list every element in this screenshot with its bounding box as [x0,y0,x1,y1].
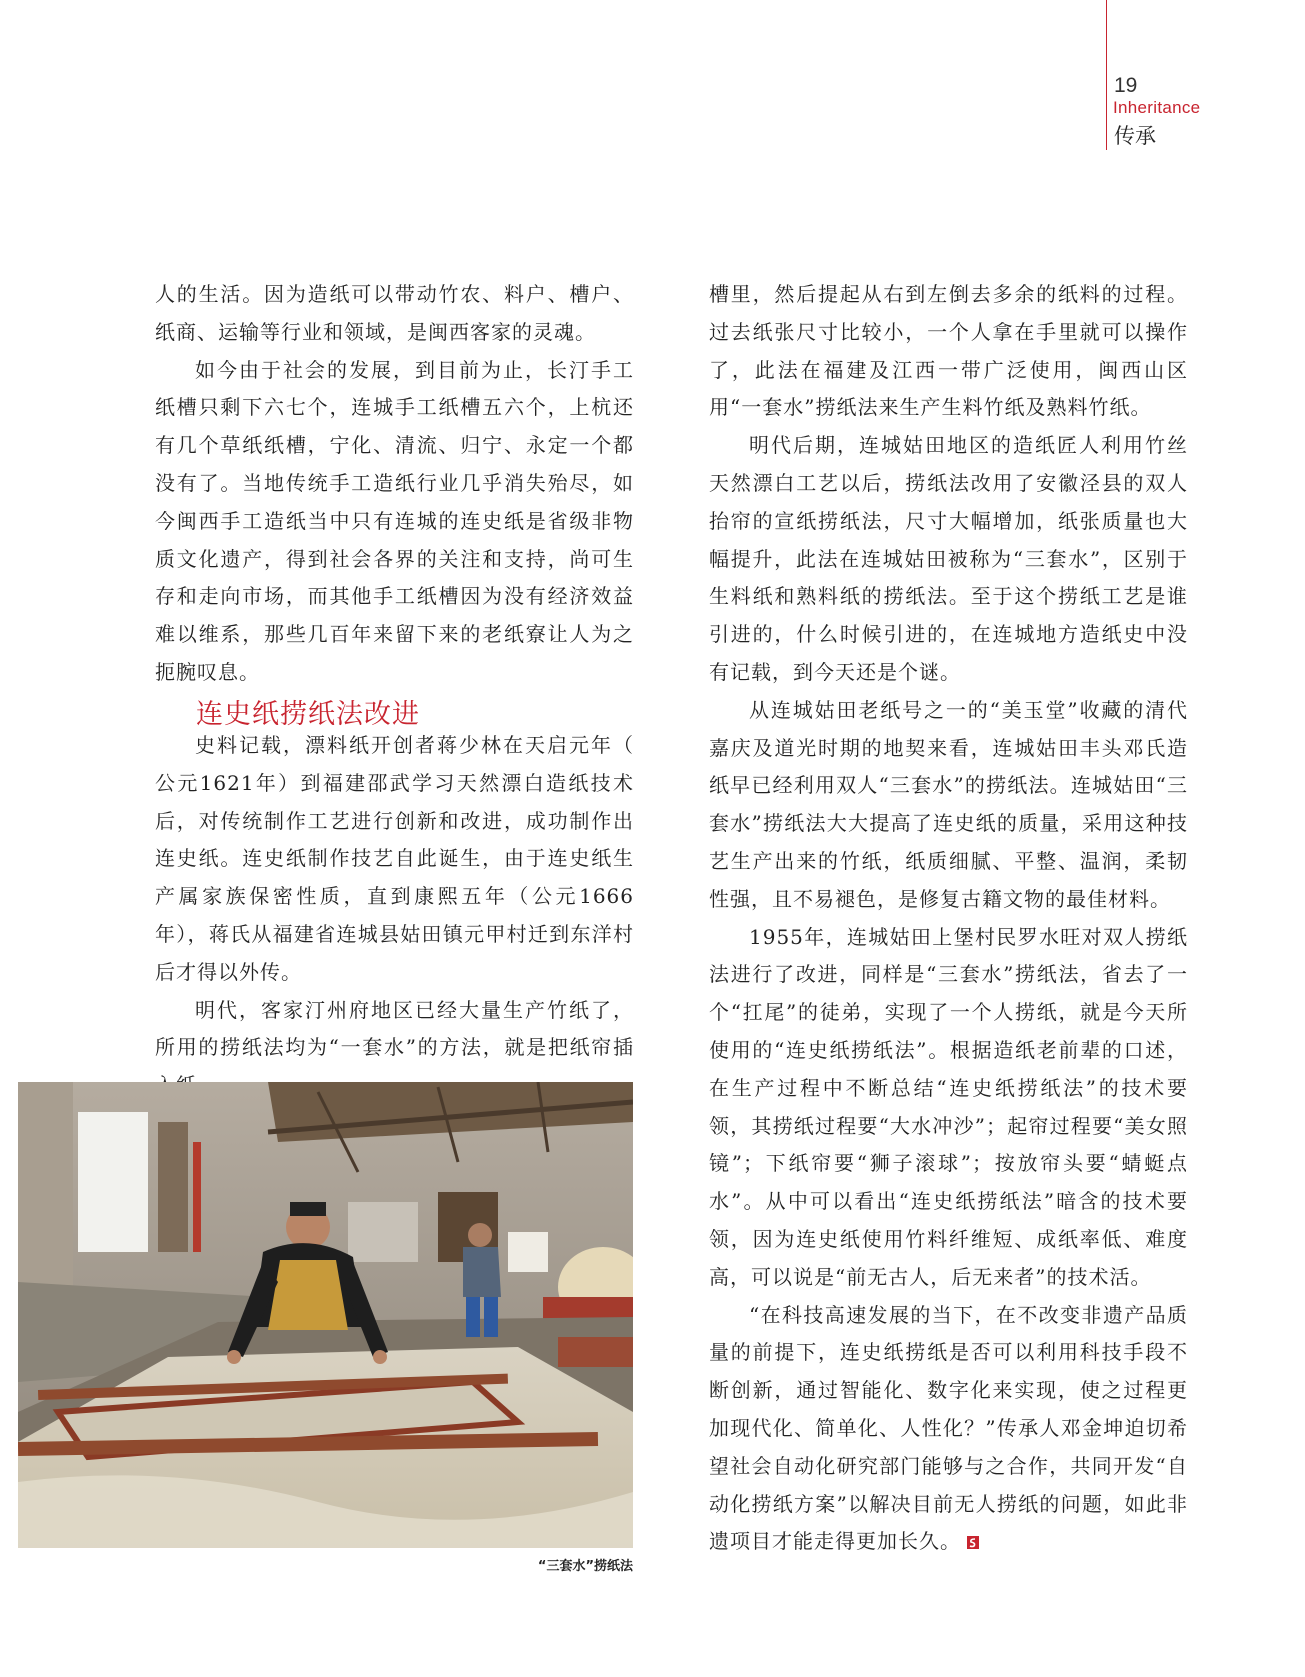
left-paragraph-4: 明代，客家汀州府地区已经大量生产竹纸了，所用的捞纸法均为“一套水”的方法，就是把纸帘插 [155,997,634,1060]
page-number: 19 [1114,74,1138,97]
left-column-lower [155,727,634,1105]
right-paragraph-4: 1955年，连城姑田上堡村民罗水旺对双人捞纸法进行了改进，同样是“三套水”捞纸法，省去了一个“扛尾”的徒弟，实现了一个人捞纸，就是今天所使用的“连史纸捞纸法”。根据造纸老前辈的口述，在生产过程中不断总结“连史纸捞纸法”的技术要领，其捞纸过程要“大水冲沙”；起帘过程要“美女照镜”；下纸帘要“狮子滚球”；按放帘头要“蜻蜓点水”。从中可以看出“连史纸捞纸法”暗含的技术要领，因为连史纸使用竹料纤维短、成纸率低、难度高，可以说是“前无古人，后无来者”的技术活。 [709,924,1188,1289]
left-paragraph-1: 人的生活。因为造纸可以带动竹农、料户、槽户、纸商、运输等行业和领域，是闽西客家的灵魂。 [155,282,634,344]
left-paragraph-3: 史料记载，漂料纸开创者蒋少林在天启元年（ 公元1621年）到福建邵武学习天然漂白造纸技术后，对传统制作工艺进行创新和改进，成功制作出连史纸。连史纸制作技艺自此诞生，由于连史纸生产属家族保密性质，直到康熙五年（公元1666年），蒋氏从福建省连城县姑田镇元甲村迁到东洋村后才得以外传。 [155,733,634,984]
right-column [709,276,1188,1561]
left-paragraph-2: 如今由于社会的发展，到目前为止，长汀手工纸槽只剩下六七个，连城手工纸槽五六个，上杭还有几个草纸纸槽，宁化、清流、归宁、永定一个都没有了。当地传统手工造纸行业几乎消失殆尽，如今闽西手工造纸当中只有连城的连史纸是省级非物质文化遗产，得到社会各界的关注和支持，尚可生存和走向市场，而其他手工纸槽因为没有经济效益难以维系，那些几百年来留下来的老纸寮让人为之扼腕叹息。 [155,357,634,684]
right-paragraph-1: 槽里，然后提起从右到左倒去多余的纸料的过程。过去纸张尺寸比较小，一个人拿在手里就可以操作了，此法在福建及江西一带广泛使用，闽西山区用“一套水”捞纸法来生产生料竹纸及熟料竹纸。 [709,282,1188,420]
header-divider [1106,0,1107,150]
photo-caption: “三套水”捞纸法 [537,1559,633,1574]
right-paragraph-5 [709,1297,1188,1562]
right-paragraph-5-text: “在科技高速发展的当下，在不改变非遗产品质量的前提下，连史纸捞纸是否可以利用科技手段不断创新，通过智能化、数字化来实现，使之过程更加现代化、简单化、人性化？”传承人邓金坤迫切希望社会自动化研究部门能够与之合作，共同开发“自动化捞纸方案”以解决目前无人捞纸的问题，如此非遗项目才能走得更加长久。 [709,1302,1188,1554]
section-title-cn: 传承 [1114,124,1156,148]
section-title-en: Inheritance [1113,98,1201,117]
right-paragraph-2: 明代后期，连城姑田地区的造纸匠人利用竹丝天然漂白工艺以后，捞纸法改用了安徽泾县的双人抬帘的宣纸捞纸法，尺寸大幅增加，纸张质量也大幅提升，此法在连城姑田被称为“三套水”，区别于生料纸和熟料纸的捞纸法。至于这个捞纸工艺是谁引进的，什么时候引进的，在连城地方造纸史中没有记载，到今天还是个谜。 [709,433,1188,684]
papermaking-photo [18,1082,633,1548]
section-heading: 连史纸捞纸法改进 [196,699,420,730]
right-paragraph-3: 从连城姑田老纸号之一的“美玉堂”收藏的清代嘉庆及道光时期的地契来看，连城姑田丰头邓氏造纸早已经利用双人“三套水”的捞纸法。连城姑田“三套水”捞纸法大大提高了连史纸的质量，采用这种技艺生产出来的竹纸，纸质细腻、平整、温润，柔韧性强，且不易褪色，是修复古籍文物的最佳材料。 [709,697,1188,911]
left-column-upper [155,276,634,692]
end-mark-icon [967,1536,979,1549]
